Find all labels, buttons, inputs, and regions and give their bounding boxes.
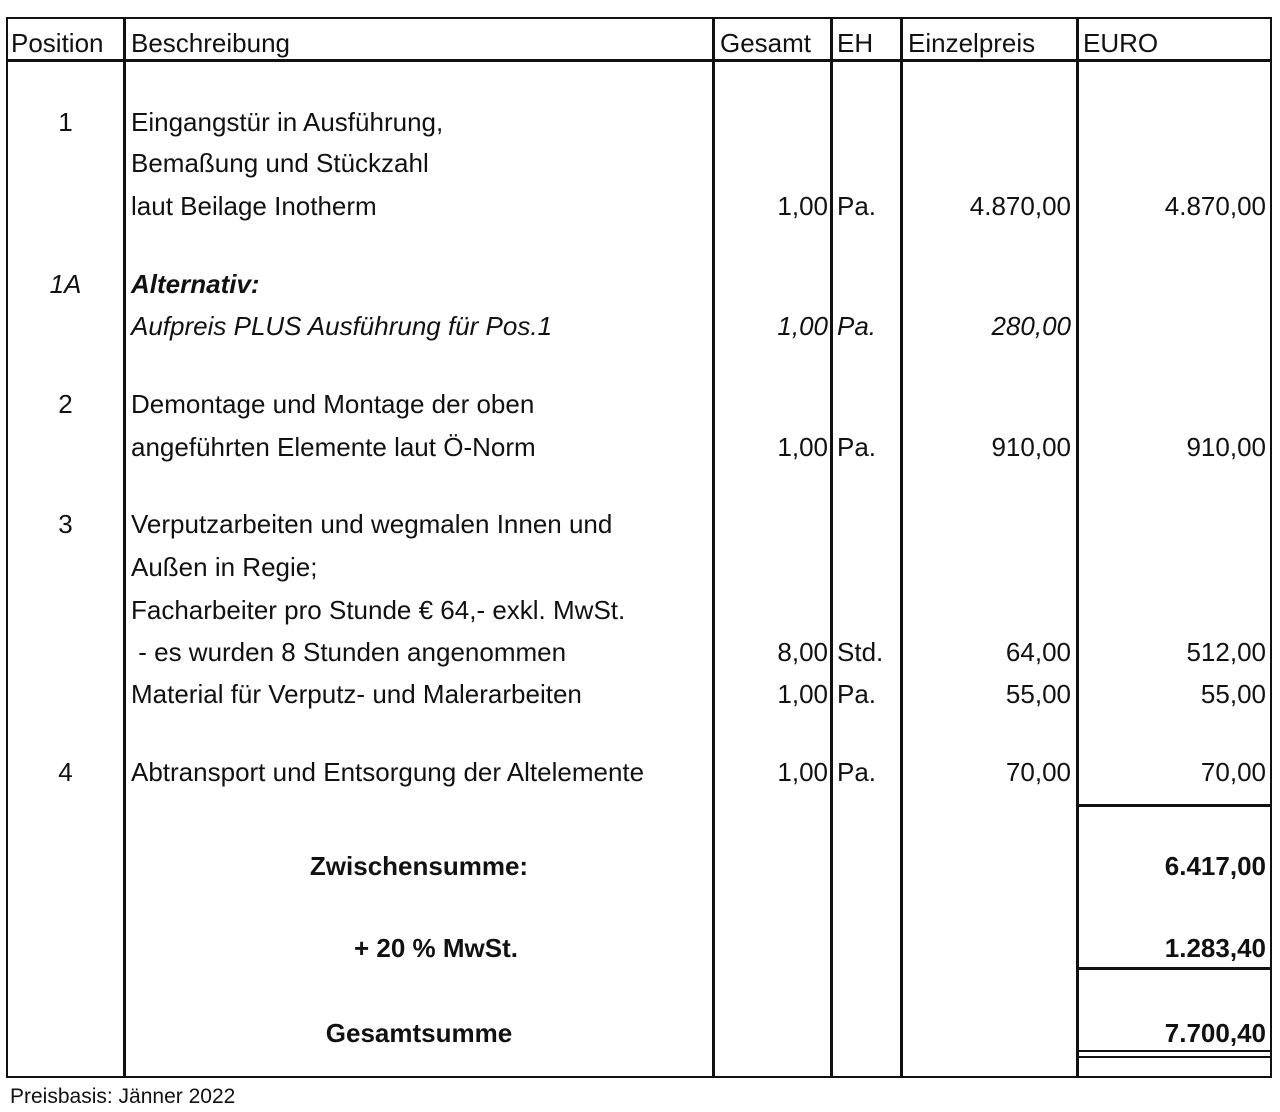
item-2-amount: 910,00 (1186, 432, 1266, 462)
item-3-description-line-2: Außen in Regie; (131, 552, 318, 582)
header-unit-price: Einzelpreis (908, 28, 1036, 58)
item-4-unit: Pa. (837, 757, 877, 787)
item-3-description-line-4: - es wurden 8 Stunden angenommen (131, 637, 567, 667)
item-1a-quantity: 1,00 (777, 311, 828, 341)
header-position: Position (11, 28, 104, 58)
item-3-labour-quantity: 8,00 (777, 637, 828, 667)
vat-amount: 1.283,40 (1164, 933, 1266, 963)
header-description: Beschreibung (131, 28, 290, 58)
item-1-amount: 4.870,00 (1164, 191, 1266, 221)
item-2-quantity: 1,00 (777, 432, 828, 462)
grand-total-double-line-1 (1078, 1050, 1272, 1052)
item-2-position: 2 (58, 389, 73, 419)
item-3-description-line-1: Verputzarbeiten und wegmalen Innen und (131, 509, 613, 539)
subtotal-amount: 6.417,00 (1164, 851, 1266, 881)
item-3-material-unit: Pa. (837, 679, 877, 709)
item-3-description-line-3: Facharbeiter pro Stunde € 64,- exkl. MwSt. (131, 595, 626, 625)
item-1-unit: Pa. (837, 191, 877, 221)
item-1-description-line-1: Eingangstür in Ausführung, (131, 107, 444, 137)
table-right-border (1270, 17, 1272, 1078)
item-1a-description-line-2: Aufpreis PLUS Ausführung für Pos.1 (131, 311, 553, 341)
item-1-description-line-3: laut Beilage Inotherm (131, 191, 377, 221)
item-4-position: 4 (58, 757, 73, 787)
header-euro: EURO (1083, 28, 1159, 58)
column-divider-description (712, 17, 715, 1078)
grand-total-label: Gesamtsumme (325, 1018, 513, 1048)
table-bottom-border (6, 1076, 1272, 1078)
column-divider-position (123, 17, 126, 1078)
header-bottom-border (6, 59, 1272, 62)
item-1a-unit-price: 280,00 (991, 311, 1071, 341)
vat-label: + 20 % MwSt. (354, 933, 518, 963)
table-top-border (6, 17, 1272, 19)
item-4-description: Abtransport und Entsorgung der Altelemente (131, 757, 645, 787)
item-1-unit-price: 4.870,00 (969, 191, 1071, 221)
item-1a-unit: Pa. (837, 311, 877, 341)
item-1-position: 1 (58, 107, 73, 137)
vat-bottom-border (1078, 967, 1272, 970)
item-4-quantity: 1,00 (777, 757, 828, 787)
item-3-material-quantity: 1,00 (777, 679, 828, 709)
item-4-amount: 70,00 (1200, 757, 1266, 787)
item-2-unit-price: 910,00 (991, 432, 1071, 462)
column-divider-total (830, 17, 833, 1078)
item-3-description-line-5: Material für Verputz- und Malerarbeiten (131, 679, 582, 709)
table-left-border (6, 17, 8, 1078)
item-1a-position: 1A (49, 269, 82, 299)
subtotal-label: Zwischensumme: (309, 851, 529, 881)
item-2-description-line-2: angeführten Elemente laut Ö-Norm (131, 432, 536, 462)
item-3-material-amount: 55,00 (1200, 679, 1266, 709)
item-3-labour-unit-price: 64,00 (1005, 637, 1071, 667)
item-2-description-line-1: Demontage und Montage der oben (131, 389, 535, 419)
header-total: Gesamt (720, 28, 812, 58)
grand-total-amount: 7.700,40 (1164, 1018, 1266, 1048)
item-3-labour-unit: Std. (837, 637, 884, 667)
item-1-quantity: 1,00 (777, 191, 828, 221)
column-divider-unit-price (1076, 17, 1079, 1078)
price-basis-note: Preisbasis: Jänner 2022 (10, 1085, 236, 1108)
item-4-unit-price: 70,00 (1005, 757, 1071, 787)
header-unit: EH (837, 28, 874, 58)
grand-total-double-line-2 (1078, 1056, 1272, 1058)
item-1-description-line-2: Bemaßung und Stückzahl (131, 148, 429, 178)
item-2-unit: Pa. (837, 432, 877, 462)
column-divider-unit (900, 17, 903, 1078)
item-3-position: 3 (58, 509, 73, 539)
item-3-material-unit-price: 55,00 (1005, 679, 1071, 709)
item-1a-description-line-1: Alternativ: (131, 269, 260, 299)
item-3-labour-amount: 512,00 (1186, 637, 1266, 667)
subtotal-top-border (1078, 804, 1272, 807)
